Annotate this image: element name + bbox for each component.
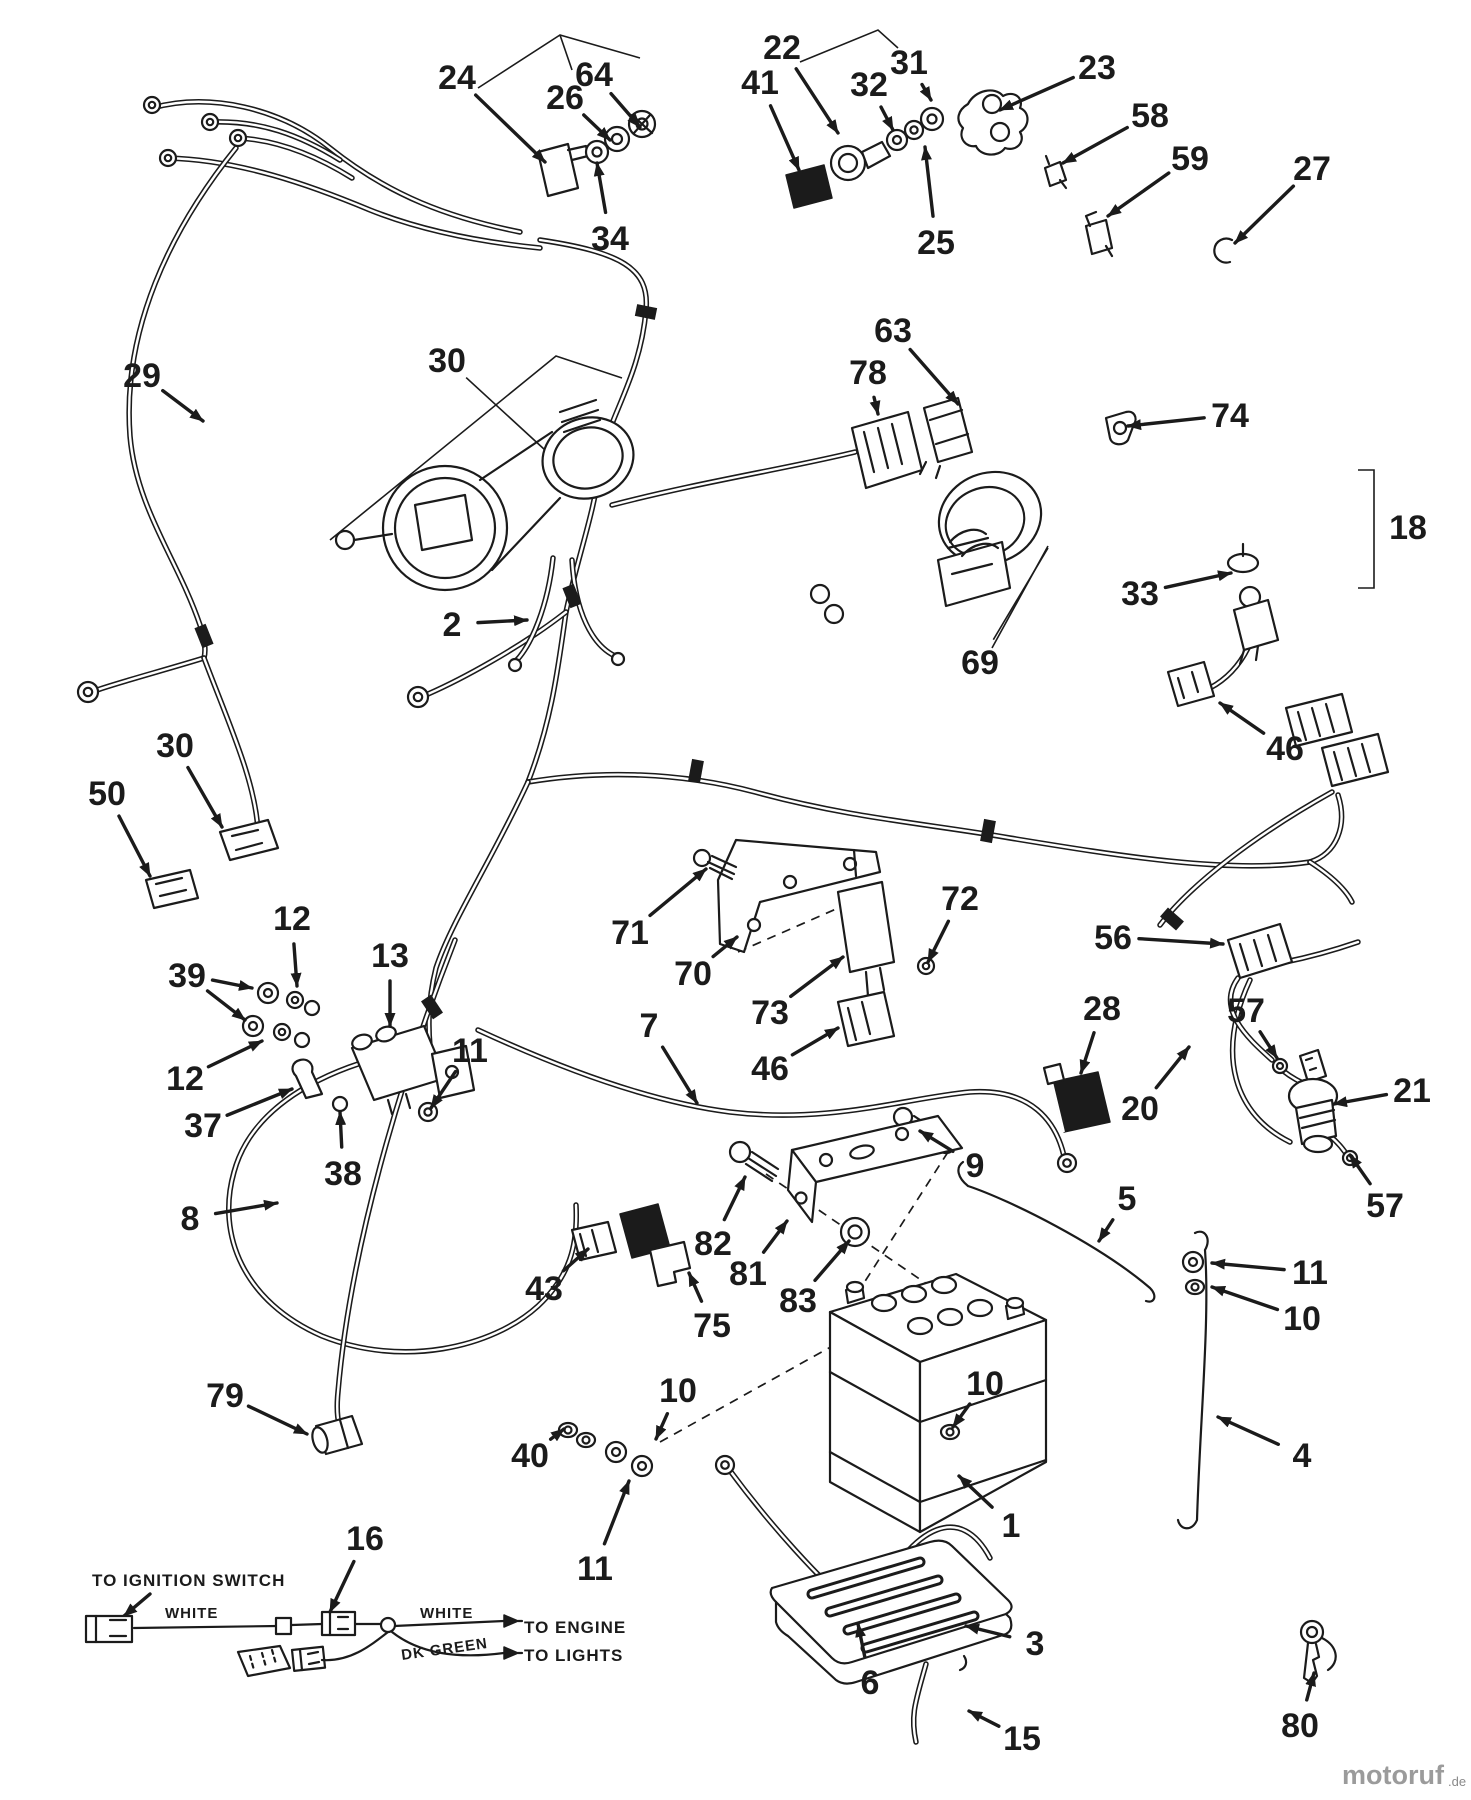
callout-arrow bbox=[724, 1177, 745, 1220]
fuse-holder-46 bbox=[838, 992, 894, 1046]
callout-arrow bbox=[771, 106, 799, 170]
cap-41 bbox=[786, 165, 832, 208]
callout-64-1: 64 bbox=[575, 56, 613, 94]
callout-31-7: 31 bbox=[890, 44, 928, 82]
callout-32-6: 32 bbox=[850, 66, 888, 104]
callout-72-36: 72 bbox=[941, 880, 979, 918]
callout-arrow bbox=[1108, 173, 1169, 216]
callout-arrow bbox=[584, 115, 610, 140]
callout-12-27: 12 bbox=[166, 1060, 204, 1098]
callout-25-8: 25 bbox=[917, 224, 955, 262]
callout-30-14: 30 bbox=[428, 342, 466, 380]
boot-28 bbox=[1044, 1064, 1110, 1132]
callout-81-47: 81 bbox=[729, 1255, 767, 1293]
gauge-30 bbox=[330, 356, 644, 590]
callout-24-0: 24 bbox=[438, 59, 476, 97]
callout-arrow bbox=[874, 397, 878, 414]
washers-26-34-nut-64 bbox=[586, 111, 655, 163]
callout-arrow bbox=[604, 1481, 629, 1544]
watermark-tld: .de bbox=[1448, 1774, 1467, 1789]
wire-core bbox=[528, 240, 646, 782]
callout-57-40: 57 bbox=[1227, 992, 1265, 1030]
callout-57-44: 57 bbox=[1366, 1187, 1404, 1225]
callout-arrow bbox=[881, 107, 893, 130]
callout-arrow bbox=[1212, 1287, 1277, 1310]
callout-arrow bbox=[248, 1406, 307, 1434]
callout-arrow bbox=[208, 991, 245, 1020]
callout-21-43: 21 bbox=[1393, 1072, 1431, 1110]
callout-arrow bbox=[922, 85, 931, 100]
inset-label-to-ignition-switch: TO IGNITION SWITCH bbox=[92, 1571, 286, 1590]
callout-69-20: 69 bbox=[961, 644, 999, 682]
wire-core bbox=[528, 775, 1310, 866]
nut-83 bbox=[841, 1218, 869, 1246]
callout-4-53: 4 bbox=[1292, 1437, 1312, 1475]
bracket-18 bbox=[1358, 470, 1374, 588]
nuts-11-10-right bbox=[1183, 1252, 1204, 1294]
callout-arrow bbox=[815, 1241, 849, 1280]
callout-28-41: 28 bbox=[1083, 990, 1121, 1028]
callout-arrow bbox=[330, 1562, 354, 1612]
callout-27-12: 27 bbox=[1293, 150, 1331, 188]
callout-arrow bbox=[1307, 1673, 1314, 1700]
callout-arrow bbox=[1212, 1263, 1284, 1270]
callout-8-32: 8 bbox=[180, 1200, 200, 1238]
callout-9-49: 9 bbox=[965, 1147, 985, 1185]
rod-4 bbox=[1178, 1232, 1208, 1529]
callout-arrow bbox=[1099, 1220, 1113, 1241]
callout-arrow bbox=[119, 816, 150, 876]
callout-82-46: 82 bbox=[694, 1225, 732, 1263]
callout-58-10: 58 bbox=[1131, 97, 1169, 135]
watermark bbox=[1342, 1760, 1466, 1790]
key-clip-80 bbox=[1301, 1621, 1336, 1683]
callout-arrow bbox=[188, 768, 222, 827]
callout-43-63: 43 bbox=[525, 1270, 563, 1308]
callout-83-48: 83 bbox=[779, 1282, 817, 1320]
callout-71-33: 71 bbox=[611, 914, 649, 952]
callout-15-56: 15 bbox=[1003, 1720, 1041, 1758]
callout-arrow bbox=[208, 1041, 262, 1067]
bolt-82 bbox=[730, 1142, 778, 1181]
callout-29-13: 29 bbox=[123, 357, 161, 395]
callout-13-28: 13 bbox=[371, 937, 409, 975]
callout-5-45: 5 bbox=[1117, 1180, 1137, 1218]
callout-34-3: 34 bbox=[591, 220, 629, 258]
callout-75-64: 75 bbox=[693, 1307, 731, 1345]
callout-46-21: 46 bbox=[1266, 730, 1304, 768]
bracket-81 bbox=[788, 1116, 962, 1222]
callout-11-60: 11 bbox=[577, 1550, 613, 1588]
gauge-69 bbox=[811, 457, 1055, 648]
inset-label-to-lights: TO LIGHTS bbox=[524, 1646, 624, 1665]
callout-arrow bbox=[478, 620, 527, 623]
ignition-switch-21 bbox=[1289, 1050, 1337, 1152]
callout-79-61: 79 bbox=[206, 1377, 244, 1415]
callout-6-57: 6 bbox=[860, 1664, 880, 1702]
connector-78 bbox=[852, 412, 922, 488]
harness-tape-wraps bbox=[200, 310, 1180, 1016]
inset-label-white-left: WHITE bbox=[165, 1605, 219, 1622]
callout-arrow bbox=[163, 391, 203, 421]
clip-58 bbox=[1045, 156, 1066, 188]
callout-7-38: 7 bbox=[639, 1007, 659, 1045]
callout-16-62: 16 bbox=[346, 1520, 384, 1558]
callout-11-51: 11 bbox=[1292, 1254, 1328, 1292]
callout-arrow bbox=[1350, 1155, 1370, 1184]
switch-24 bbox=[538, 144, 588, 196]
callout-arrow bbox=[764, 1221, 787, 1252]
callout-20-42: 20 bbox=[1121, 1090, 1159, 1128]
callout-leader bbox=[466, 378, 545, 450]
callout-arrow bbox=[597, 163, 606, 212]
callout-arrow bbox=[476, 95, 545, 162]
wire-core bbox=[429, 782, 528, 1046]
callout-arrow bbox=[925, 147, 933, 216]
callout-arrow bbox=[928, 921, 948, 962]
callout-arrow bbox=[663, 1047, 697, 1103]
callout-arrow bbox=[791, 957, 843, 996]
ignition-harness-inset bbox=[86, 1571, 626, 1676]
callout-50-24: 50 bbox=[88, 775, 126, 813]
callout-arrow bbox=[1235, 186, 1293, 243]
callout-11-31: 11 bbox=[452, 1032, 488, 1070]
inset-label-dk-green: DK GREEN bbox=[400, 1634, 489, 1664]
callout-arrow bbox=[216, 1203, 277, 1214]
callout-46-37: 46 bbox=[751, 1050, 789, 1088]
callout-12-25: 12 bbox=[273, 900, 311, 938]
switch-63 bbox=[920, 398, 972, 478]
callout-10-52: 10 bbox=[1283, 1300, 1321, 1338]
wire-core bbox=[168, 158, 540, 248]
callout-arrow bbox=[1139, 939, 1223, 944]
callout-23-9: 23 bbox=[1078, 49, 1116, 87]
callout-arrow bbox=[340, 1112, 342, 1147]
callout-59-11: 59 bbox=[1171, 140, 1209, 178]
watermark-brand: motoruf bbox=[1342, 1760, 1444, 1790]
callout-arrow bbox=[1220, 703, 1264, 733]
callout-arrow bbox=[611, 94, 640, 127]
connector-50 bbox=[146, 870, 198, 908]
callout-40-58: 40 bbox=[511, 1437, 549, 1475]
callout-arrow bbox=[966, 1626, 1010, 1637]
connector-56 bbox=[1228, 924, 1292, 978]
callout-arrow bbox=[1081, 1033, 1094, 1073]
callout-arrow bbox=[1156, 1047, 1189, 1088]
callout-2-22: 2 bbox=[442, 606, 462, 644]
callout-3-55: 3 bbox=[1025, 1625, 1045, 1663]
callout-41-5: 41 bbox=[741, 64, 779, 102]
callout-arrow bbox=[212, 980, 252, 988]
callout-arrow bbox=[969, 1711, 999, 1726]
inset-label-white-right: WHITE bbox=[420, 1605, 474, 1622]
callout-arrow bbox=[1128, 418, 1204, 426]
callout-1-54: 1 bbox=[1001, 1507, 1021, 1545]
callout-78-16: 78 bbox=[849, 354, 887, 392]
wire-core bbox=[612, 452, 855, 505]
nut-72 bbox=[918, 958, 934, 974]
wire-core bbox=[1160, 792, 1332, 925]
callout-33-18: 33 bbox=[1121, 575, 1159, 613]
callout-80-65: 80 bbox=[1281, 1707, 1319, 1745]
callout-arrow bbox=[1334, 1095, 1386, 1104]
callout-arrow bbox=[650, 869, 706, 915]
lamp-33 bbox=[1228, 544, 1278, 664]
clip-59 bbox=[1086, 212, 1112, 256]
callout-18-19: 18 bbox=[1389, 509, 1427, 547]
callout-arrow bbox=[294, 944, 297, 986]
callout-arrow bbox=[910, 350, 958, 404]
battery-1 bbox=[830, 1274, 1046, 1532]
callout-10-50: 10 bbox=[966, 1365, 1004, 1403]
callout-74-17: 74 bbox=[1211, 397, 1249, 435]
inset-label-to-engine: TO ENGINE bbox=[524, 1618, 627, 1637]
socket-22 bbox=[831, 142, 890, 180]
callout-arrow bbox=[1218, 1417, 1278, 1444]
clip-43 bbox=[572, 1222, 616, 1260]
parts-75 bbox=[620, 1204, 690, 1286]
callout-73-35: 73 bbox=[751, 994, 789, 1032]
callout-37-29: 37 bbox=[184, 1107, 222, 1145]
callout-63-15: 63 bbox=[874, 312, 912, 350]
callout-10-59: 10 bbox=[659, 1372, 697, 1410]
callout-56-39: 56 bbox=[1094, 919, 1132, 957]
callout-70-34: 70 bbox=[674, 955, 712, 993]
callout-arrow bbox=[792, 1028, 838, 1055]
callout-26-2: 26 bbox=[546, 79, 584, 117]
lever-23 bbox=[958, 90, 1027, 154]
wire-core bbox=[129, 148, 236, 658]
washers-32-25-31 bbox=[887, 108, 943, 150]
part-illustrations bbox=[146, 30, 1388, 1684]
connector-79 bbox=[310, 1416, 362, 1454]
callout-22-4: 22 bbox=[763, 29, 801, 67]
connector-30-lower bbox=[220, 820, 278, 860]
clamp-74 bbox=[1106, 412, 1136, 445]
callout-arrow bbox=[1063, 128, 1127, 163]
callout-39-26: 39 bbox=[168, 957, 206, 995]
connector-46-right bbox=[1168, 662, 1214, 706]
callout-arrow bbox=[689, 1273, 701, 1301]
callout-arrow bbox=[656, 1414, 667, 1439]
wire-core bbox=[97, 658, 204, 690]
callout-30-23: 30 bbox=[156, 727, 194, 765]
retaining-ring-27 bbox=[1214, 239, 1232, 263]
callout-38-30: 38 bbox=[324, 1155, 362, 1193]
callout-arrow bbox=[1165, 573, 1231, 587]
callout-arrow bbox=[796, 69, 838, 133]
